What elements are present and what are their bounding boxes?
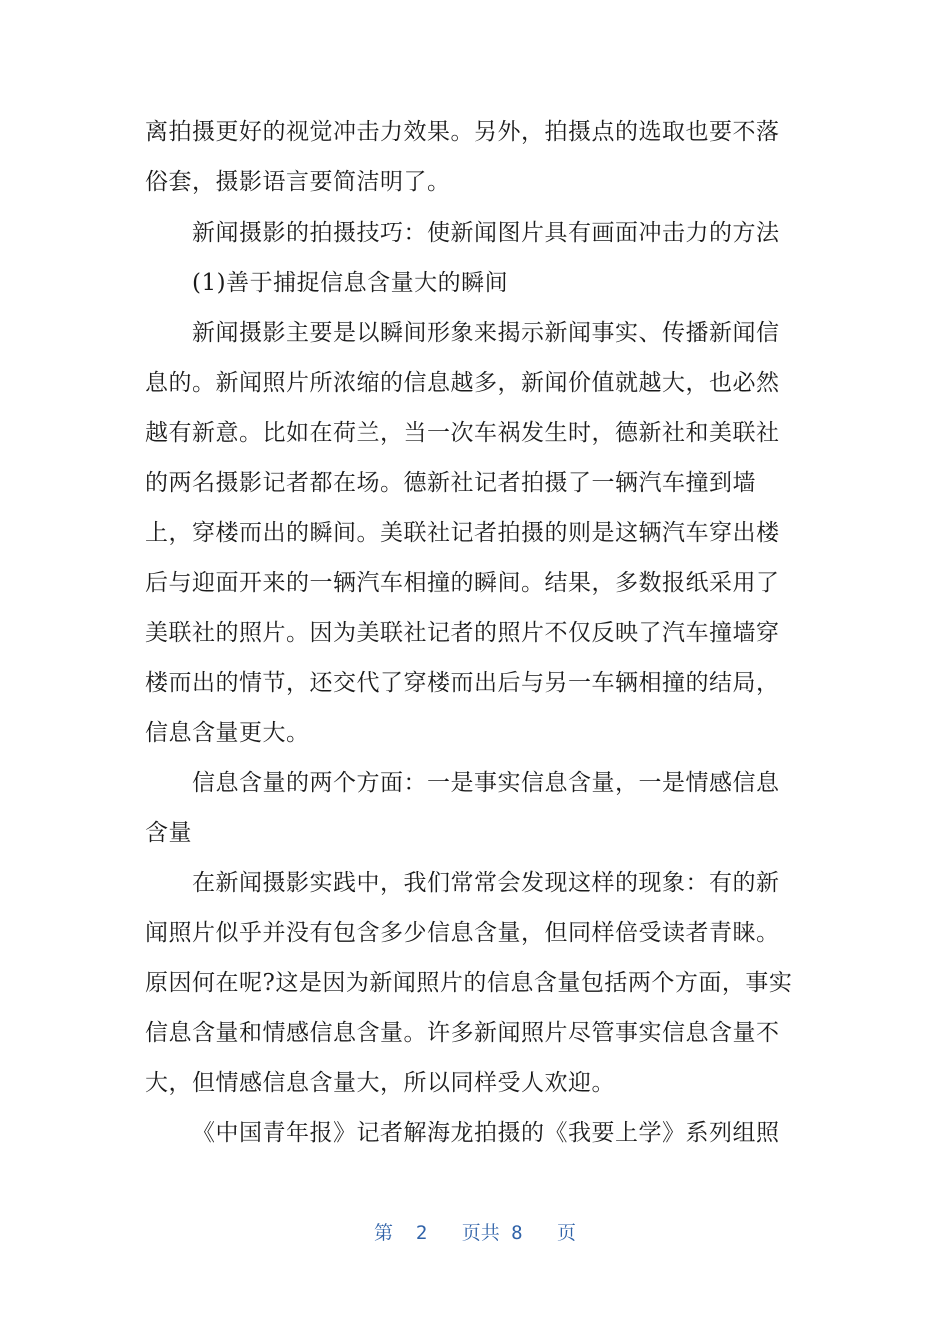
text-line: 《中国青年报》记者解海龙拍摄的《我要上学》系列组照 — [192, 1120, 780, 1146]
text-line: 新闻摄影的拍摄技巧：使新闻图片具有画面冲击力的方法 — [192, 220, 780, 246]
text-line: 后与迎面开来的一辆汽车相撞的瞬间。结果，多数报纸采用了 — [145, 570, 780, 596]
footer-current-page: 2 — [415, 1222, 428, 1244]
text-line: 在新闻摄影实践中，我们常常会发现这样的现象：有的新 — [192, 870, 780, 896]
footer-middle: 页共 — [461, 1222, 500, 1244]
text-line: 美联社的照片。因为美联社记者的照片不仅反映了汽车撞墙穿 — [145, 620, 780, 646]
footer-suffix: 页 — [556, 1222, 576, 1244]
text-line: 含量 — [145, 820, 192, 846]
text-line: 大，但情感信息含量大，所以同样受人欢迎。 — [145, 1070, 615, 1096]
text-line: 上，穿楼而出的瞬间。美联社记者拍摄的则是这辆汽车穿出楼 — [145, 520, 780, 546]
text-line: 信息含量更大。 — [145, 720, 310, 746]
text-line: 原因何在呢?这是因为新闻照片的信息含量包括两个方面，事实 — [145, 970, 793, 996]
text-line: 俗套，摄影语言要简洁明了。 — [145, 169, 451, 195]
text-line: 新闻摄影主要是以瞬间形象来揭示新闻事实、传播新闻信 — [192, 320, 780, 346]
text-line: 楼而出的情节，还交代了穿楼而出后与另一车辆相撞的结局， — [145, 670, 780, 696]
text-line: 息的。新闻照片所浓缩的信息越多，新闻价值就越大，也必然 — [145, 370, 780, 396]
text-line: 越有新意。比如在荷兰，当一次车祸发生时，德新社和美联社 — [145, 420, 780, 446]
footer-prefix: 第 — [374, 1222, 394, 1244]
footer-total-pages: 8 — [511, 1222, 523, 1244]
text-line: 的两名摄影记者都在场。德新社记者拍摄了一辆汽车撞到墙 — [145, 470, 756, 496]
text-line: 离拍摄更好的视觉冲击力效果。另外，拍摄点的选取也要不落 — [145, 119, 780, 145]
text-line: 信息含量和情感信息含量。许多新闻照片尽管事实信息含量不 — [145, 1020, 780, 1046]
text-line: 信息含量的两个方面：一是事实信息含量，一是情感信息 — [192, 770, 780, 796]
page-footer — [0, 1219, 950, 1247]
section-heading: (1)善于捕捉信息含量大的瞬间 — [192, 270, 509, 296]
text-line: 闻照片似乎并没有包含多少信息含量，但同样倍受读者青睐。 — [145, 920, 780, 946]
